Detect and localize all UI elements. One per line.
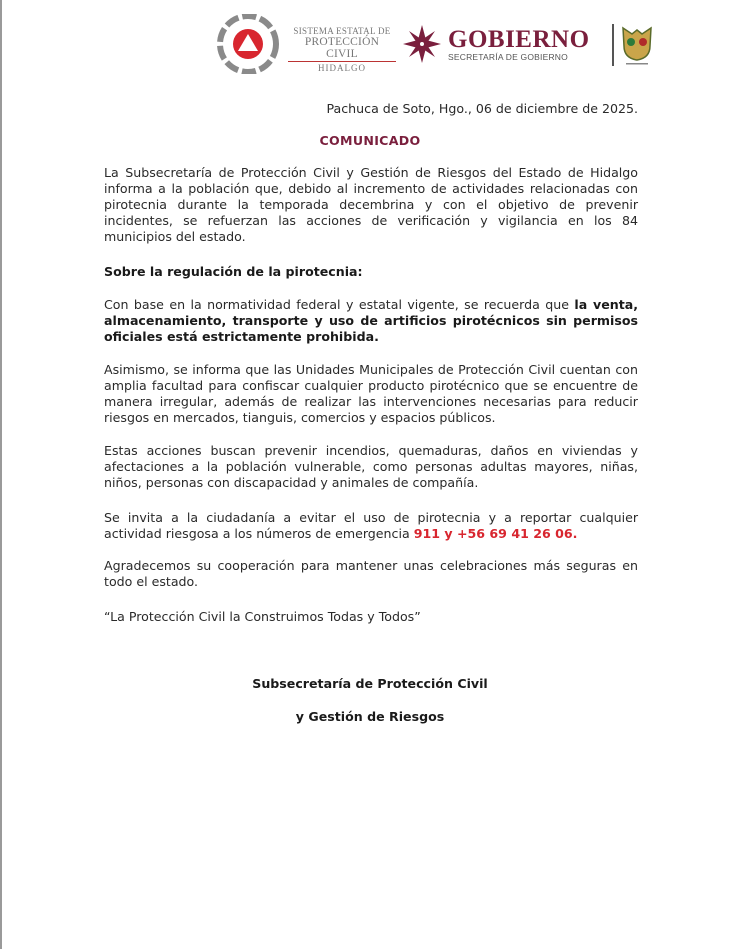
p5-text: Se invita a la ciudadanía a evitar el uso de pirotecnia y a reportar cualquier actividad riesgosa a los números de emergencia [104,510,638,541]
coat-of-arms-icon [620,24,654,68]
section-heading [104,264,638,280]
paragraph-intro [104,165,638,245]
gob-title: GOBIERNO [448,26,590,53]
signature-line-2: y Gestión de Riesgos [295,709,445,724]
paragraph-units [104,362,638,426]
gobierno-wordmark [448,28,590,62]
paragraph-prevention [104,443,638,491]
signature-line-1: Subsecretaría de Protección Civil [252,676,488,691]
pc-line1: SISTEMA ESTATAL DE [293,26,391,36]
pc-line2: PROTECCIÓN CIVIL [288,36,396,62]
gobierno-star-icon [402,24,442,64]
letterhead [216,14,646,72]
p1-text: La Subsecretaría de Protección Civil y Gestión de Riesgos del Estado de Hidalgo informa a la población que, debido al incremento de actividades relacionadas con pirotecnia durante la temporada decembrina y con el objetivo de prevenir incidentes, se refuerzan las acciones de verificación y vigilancia en los 84 municipios del estado. [104,165,638,244]
p2-text: Con base en la normatividad federal y estatal vigente, se recuerda que [104,297,575,312]
document-title: COMUNICADO [319,133,421,148]
p4-text: Estas acciones buscan prevenir incendios, quemaduras, daños en viviendas y afectaciones a la población vulnerable, como personas adultas mayores, niñas, niños, personas con discapacidad y animales de compañía. [104,443,638,490]
paragraph-thanks [104,558,638,590]
proteccion-civil-wordmark [288,26,396,73]
proteccion-civil-logo [216,14,280,74]
p2-bold: la venta, almacenamiento, transporte y uso de artificios pirotécnicos sin permisos oficiales está estrictamente prohibida. [104,297,639,344]
slogan [104,609,638,625]
divider [612,24,614,66]
paragraph-regulation [104,297,638,345]
gob-subtitle: SECRETARÍA DE GOBIERNO [448,52,568,62]
paragraph-invitation [104,510,638,542]
document-date: Pachuca de Soto, Hgo., 06 de diciembre de 2025. [326,101,638,116]
pc-line3: HIDALGO [318,63,366,73]
p3-text: Asimismo, se informa que las Unidades Municipales de Protección Civil cuentan con amplia facultad para confiscar cualquier producto pirotécnico que se encuentre de manera irregular, además de realizar las intervenciones necesarias para reducir riesgos en mercados, tianguis, comercios y espacios públicos. [104,362,638,425]
heading-text: Sobre la regulación de la pirotecnia: [104,264,363,279]
emergency-numbers: 911 y +56 69 41 26 06. [413,526,578,541]
p6-text: Agradecemos su cooperación para mantener unas celebraciones más seguras en todo el estado. [104,558,638,589]
quote-text: “La Protección Civil la Construimos Todas y Todos” [104,609,421,624]
